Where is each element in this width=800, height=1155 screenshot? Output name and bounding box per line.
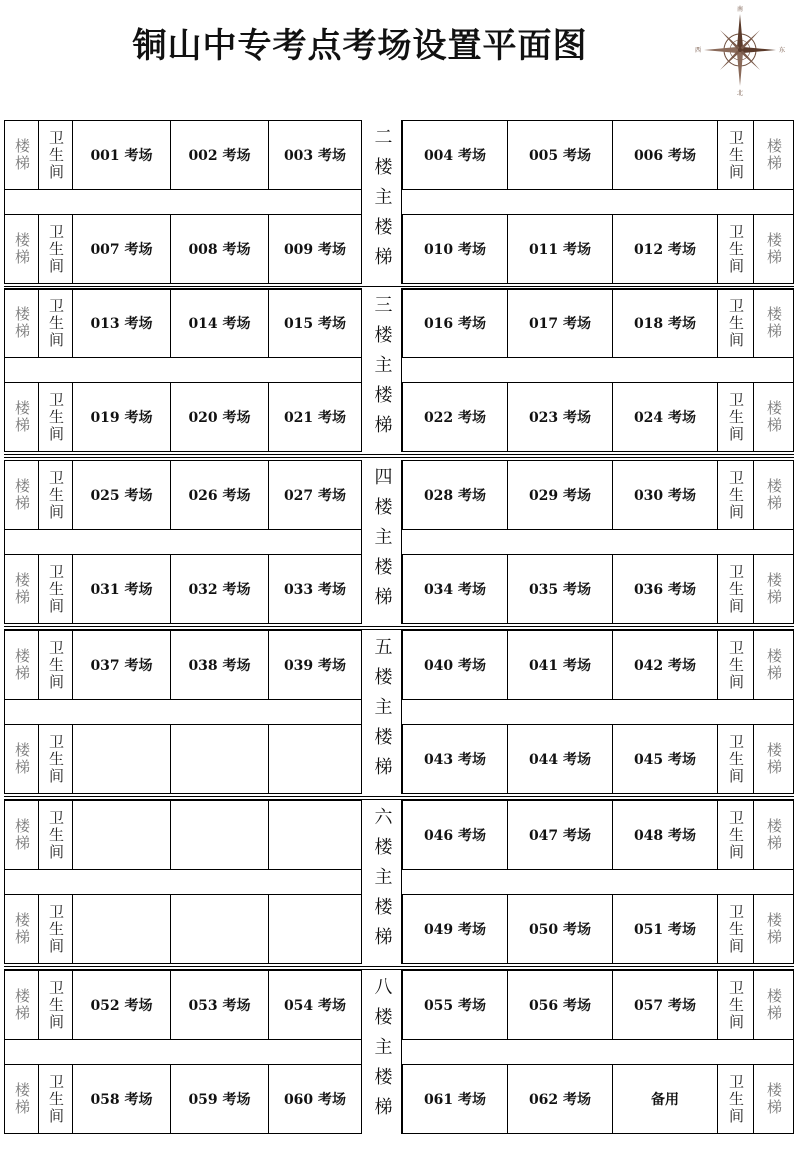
exam-room-label: 015 考场 — [283, 316, 347, 332]
exam-room-label: 047 考场 — [528, 828, 592, 844]
exam-room-label: 021 考场 — [283, 410, 347, 426]
wc-right-label: 卫生间 — [727, 903, 745, 955]
exam-room-label: 060 考场 — [283, 1092, 347, 1108]
page-title: 铜山中专考点考场设置平面图 — [132, 26, 588, 66]
exam-room — [269, 895, 362, 963]
exam-room-label: 008 考场 — [188, 242, 251, 258]
stair-right — [754, 215, 793, 283]
exam-room — [73, 289, 171, 357]
exam-room — [508, 461, 613, 529]
main-stair — [361, 120, 402, 284]
stair-left — [5, 461, 39, 529]
floor-divider — [4, 454, 794, 458]
wc-left — [39, 895, 73, 963]
stair-left — [5, 801, 39, 869]
exam-room-label: 012 考场 — [633, 242, 697, 258]
wc-right — [718, 461, 754, 529]
exam-room — [73, 895, 171, 963]
exam-room — [613, 801, 718, 869]
wc-right-label: 卫生间 — [727, 563, 745, 615]
wc-right-label: 卫生间 — [727, 223, 745, 275]
wc-right — [718, 289, 754, 357]
exam-room — [171, 971, 269, 1039]
exam-room — [613, 725, 718, 793]
wc-right-label: 卫生间 — [727, 1073, 745, 1125]
stair-right — [754, 555, 793, 623]
exam-room-label: 020 考场 — [188, 410, 251, 426]
exam-room-label: 061 考场 — [423, 1092, 487, 1108]
wc-left-label: 卫生间 — [47, 391, 65, 443]
stair-right-label: 楼梯 — [765, 742, 783, 776]
wc-left — [39, 555, 73, 623]
wc-right-label: 卫生间 — [727, 469, 745, 521]
exam-room-label: 017 考场 — [528, 316, 592, 332]
exam-room-label: 027 考场 — [283, 488, 347, 504]
exam-room — [171, 215, 269, 283]
exam-room-label: 032 考场 — [188, 582, 251, 598]
exam-room — [269, 289, 362, 357]
exam-room — [508, 801, 613, 869]
exam-room — [269, 1065, 362, 1133]
exam-room — [73, 971, 171, 1039]
exam-room — [403, 289, 508, 357]
exam-room-label: 038 考场 — [188, 658, 251, 674]
exam-room — [171, 895, 269, 963]
exam-room — [508, 383, 613, 451]
exam-room-label: 052 考场 — [90, 998, 153, 1014]
exam-room — [403, 215, 508, 283]
exam-room — [613, 631, 718, 699]
stair-right-label: 楼梯 — [765, 988, 783, 1022]
exam-room — [171, 461, 269, 529]
wc-right-label: 卫生间 — [727, 391, 745, 443]
wc-left — [39, 121, 73, 189]
wc-right-label: 卫生间 — [727, 129, 745, 181]
stair-left-label: 楼梯 — [13, 912, 31, 946]
exam-room-label: 046 考场 — [423, 828, 487, 844]
exam-room-label: 041 考场 — [528, 658, 592, 674]
wc-left-label: 卫生间 — [47, 223, 65, 275]
main-stair-label: 八楼主楼梯 — [371, 977, 393, 1127]
stair-right — [754, 895, 793, 963]
stair-left — [5, 1065, 39, 1133]
wc-left-label: 卫生间 — [47, 563, 65, 615]
exam-room-label: 024 考场 — [633, 410, 697, 426]
exam-room — [73, 215, 171, 283]
floor-block — [4, 800, 794, 964]
exam-room-label: 056 考场 — [528, 998, 592, 1014]
wc-right — [718, 631, 754, 699]
wc-left-label: 卫生间 — [47, 809, 65, 861]
exam-room — [269, 725, 362, 793]
exam-room — [613, 971, 718, 1039]
exam-room — [508, 121, 613, 189]
floor-block — [4, 970, 794, 1134]
wc-right — [718, 725, 754, 793]
wc-left-label: 卫生间 — [47, 979, 65, 1031]
wc-left — [39, 1065, 73, 1133]
exam-room — [403, 555, 508, 623]
exam-room-label: 007 考场 — [90, 242, 153, 258]
stair-right-label: 楼梯 — [765, 232, 783, 266]
exam-room-label: 010 考场 — [423, 242, 487, 258]
exam-room-label: 019 考场 — [90, 410, 153, 426]
exam-room-label: 053 考场 — [188, 998, 251, 1014]
exam-room — [269, 383, 362, 451]
exam-room — [403, 725, 508, 793]
exam-room-label: 016 考场 — [423, 316, 487, 332]
main-stair-label: 二楼主楼梯 — [371, 127, 393, 277]
stair-right — [754, 631, 793, 699]
stair-right — [754, 725, 793, 793]
stair-left — [5, 631, 39, 699]
wc-right-label: 卫生间 — [727, 639, 745, 691]
exam-room-label: 044 考场 — [528, 752, 592, 768]
main-stair-label: 六楼主楼梯 — [371, 807, 393, 957]
exam-room-label: 042 考场 — [633, 658, 697, 674]
exam-room — [403, 383, 508, 451]
compass-north-label: 南 — [736, 6, 744, 13]
exam-room — [613, 895, 718, 963]
wc-left — [39, 801, 73, 869]
exam-room — [613, 555, 718, 623]
floor-block — [4, 460, 794, 624]
wc-left-label: 卫生间 — [47, 903, 65, 955]
exam-room-label: 054 考场 — [283, 998, 347, 1014]
exam-room — [269, 121, 362, 189]
compass-east-label: 东 — [778, 47, 786, 54]
stair-right — [754, 1065, 793, 1133]
wc-left-label: 卫生间 — [47, 733, 65, 785]
wc-right — [718, 971, 754, 1039]
stair-left — [5, 383, 39, 451]
stair-right-label: 楼梯 — [765, 138, 783, 172]
main-stair — [361, 630, 402, 794]
wc-left-label: 卫生间 — [47, 297, 65, 349]
exam-room — [403, 631, 508, 699]
main-stair-label: 四楼主楼梯 — [371, 467, 393, 617]
stair-left-label: 楼梯 — [13, 742, 31, 776]
stair-left-label: 楼梯 — [13, 988, 31, 1022]
exam-room-label: 031 考场 — [90, 582, 153, 598]
stair-right-label: 楼梯 — [765, 572, 783, 606]
exam-room — [73, 555, 171, 623]
main-stair-label: 三楼主楼梯 — [371, 295, 393, 445]
exam-room — [269, 631, 362, 699]
wc-right — [718, 895, 754, 963]
wc-left — [39, 631, 73, 699]
stair-right-label: 楼梯 — [765, 306, 783, 340]
exam-room — [269, 801, 362, 869]
exam-room-label: 029 考场 — [528, 488, 592, 504]
stair-left-label: 楼梯 — [13, 400, 31, 434]
stair-left-label: 楼梯 — [13, 648, 31, 682]
exam-room-label: 062 考场 — [528, 1092, 592, 1108]
wc-left — [39, 215, 73, 283]
exam-room — [613, 1065, 718, 1133]
exam-room — [73, 631, 171, 699]
exam-room-label: 036 考场 — [633, 582, 697, 598]
exam-room-label: 050 考场 — [528, 922, 592, 938]
stair-left-label: 楼梯 — [13, 138, 31, 172]
exam-room — [269, 215, 362, 283]
wc-left — [39, 971, 73, 1039]
stair-left-label: 楼梯 — [13, 232, 31, 266]
exam-room-label: 045 考场 — [633, 752, 697, 768]
stair-right-label: 楼梯 — [765, 818, 783, 852]
exam-room — [613, 383, 718, 451]
exam-room-label: 026 考场 — [188, 488, 251, 504]
wc-right-label: 卫生间 — [727, 809, 745, 861]
wc-left — [39, 289, 73, 357]
exam-room — [171, 1065, 269, 1133]
exam-room-label: 034 考场 — [423, 582, 487, 598]
exam-room — [171, 383, 269, 451]
exam-room — [403, 121, 508, 189]
stair-left — [5, 215, 39, 283]
exam-room — [508, 1065, 613, 1133]
wc-right — [718, 121, 754, 189]
stair-left — [5, 121, 39, 189]
main-stair — [361, 460, 402, 624]
stair-left — [5, 555, 39, 623]
stair-left-label: 楼梯 — [13, 572, 31, 606]
exam-room-label: 002 考场 — [188, 148, 251, 164]
exam-room-label: 059 考场 — [188, 1092, 251, 1108]
wc-left-label: 卫生间 — [47, 469, 65, 521]
exam-room — [171, 289, 269, 357]
exam-room-label: 009 考场 — [283, 242, 347, 258]
exam-room-label: 备用 — [651, 1092, 679, 1108]
exam-room-label: 035 考场 — [528, 582, 592, 598]
stair-right-label: 楼梯 — [765, 648, 783, 682]
exam-room — [171, 725, 269, 793]
exam-room — [269, 461, 362, 529]
stair-left — [5, 725, 39, 793]
wc-right — [718, 555, 754, 623]
wc-left — [39, 461, 73, 529]
stair-right — [754, 971, 793, 1039]
exam-room — [171, 121, 269, 189]
wc-right — [718, 801, 754, 869]
exam-room — [508, 971, 613, 1039]
exam-room-label: 055 考场 — [423, 998, 487, 1014]
exam-room — [403, 1065, 508, 1133]
exam-room-label: 049 考场 — [423, 922, 487, 938]
stair-right-label: 楼梯 — [765, 912, 783, 946]
exam-room-label: 043 考场 — [423, 752, 487, 768]
stair-left-label: 楼梯 — [13, 478, 31, 512]
exam-room — [613, 215, 718, 283]
wc-left-label: 卫生间 — [47, 639, 65, 691]
stair-left-label: 楼梯 — [13, 1082, 31, 1116]
stair-right — [754, 461, 793, 529]
exam-room — [613, 461, 718, 529]
stair-left-label: 楼梯 — [13, 818, 31, 852]
wc-right — [718, 215, 754, 283]
exam-room — [73, 461, 171, 529]
wc-right-label: 卫生间 — [727, 979, 745, 1031]
exam-room — [613, 289, 718, 357]
exam-room-label: 003 考场 — [283, 148, 347, 164]
stair-right-label: 楼梯 — [765, 400, 783, 434]
floor-block — [4, 288, 794, 452]
stair-left — [5, 971, 39, 1039]
wc-right-label: 卫生间 — [727, 733, 745, 785]
stair-right-label: 楼梯 — [765, 478, 783, 512]
exam-room-label: 057 考场 — [633, 998, 697, 1014]
exam-room — [403, 461, 508, 529]
wc-right — [718, 1065, 754, 1133]
exam-room — [403, 971, 508, 1039]
compass-west-label: 西 — [694, 47, 702, 54]
exam-room-label: 030 考场 — [633, 488, 697, 504]
exam-room — [508, 289, 613, 357]
wc-left-label: 卫生间 — [47, 1073, 65, 1125]
compass-rose-icon — [694, 4, 786, 96]
exam-room-label: 011 考场 — [528, 242, 592, 258]
compass-south-label: 北 — [736, 90, 744, 96]
exam-room — [269, 555, 362, 623]
floor-block — [4, 120, 794, 284]
exam-room — [73, 383, 171, 451]
stair-left — [5, 289, 39, 357]
exam-room — [508, 555, 613, 623]
exam-room — [508, 215, 613, 283]
main-stair — [361, 800, 402, 964]
exam-room-label: 025 考场 — [90, 488, 153, 504]
wc-left-label: 卫生间 — [47, 129, 65, 181]
stair-left — [5, 895, 39, 963]
exam-room-label: 006 考场 — [633, 148, 697, 164]
exam-room — [613, 121, 718, 189]
stair-right — [754, 383, 793, 451]
exam-room — [403, 895, 508, 963]
exam-room — [508, 725, 613, 793]
stair-right — [754, 289, 793, 357]
exam-room-label: 028 考场 — [423, 488, 487, 504]
exam-room-label: 004 考场 — [423, 148, 487, 164]
exam-room — [73, 725, 171, 793]
exam-room-label: 058 考场 — [90, 1092, 153, 1108]
exam-room-label: 022 考场 — [423, 410, 487, 426]
exam-room-label: 051 考场 — [633, 922, 697, 938]
exam-room-label: 005 考场 — [528, 148, 592, 164]
exam-room-label: 014 考场 — [188, 316, 251, 332]
stair-right — [754, 801, 793, 869]
exam-room — [73, 121, 171, 189]
exam-room — [269, 971, 362, 1039]
exam-room-label: 018 考场 — [633, 316, 697, 332]
wc-left — [39, 383, 73, 451]
exam-room-label: 039 考场 — [283, 658, 347, 674]
exam-room — [508, 895, 613, 963]
main-stair — [361, 288, 402, 452]
exam-room — [403, 801, 508, 869]
exam-room — [171, 555, 269, 623]
exam-room — [73, 801, 171, 869]
stair-left-label: 楼梯 — [13, 306, 31, 340]
exam-room-label: 037 考场 — [90, 658, 153, 674]
exam-room — [508, 631, 613, 699]
exam-room-label: 023 考场 — [528, 410, 592, 426]
main-stair-label: 五楼主楼梯 — [371, 637, 393, 787]
exam-room-label: 048 考场 — [633, 828, 697, 844]
wc-left — [39, 725, 73, 793]
main-stair — [361, 970, 402, 1134]
wc-right — [718, 383, 754, 451]
exam-room — [73, 1065, 171, 1133]
exam-room — [171, 801, 269, 869]
exam-room — [171, 631, 269, 699]
stair-right — [754, 121, 793, 189]
stair-right-label: 楼梯 — [765, 1082, 783, 1116]
exam-room-label: 001 考场 — [90, 148, 153, 164]
exam-room-label: 013 考场 — [90, 316, 153, 332]
wc-right-label: 卫生间 — [727, 297, 745, 349]
floor-block — [4, 630, 794, 794]
exam-room-label: 040 考场 — [423, 658, 487, 674]
exam-room-label: 033 考场 — [283, 582, 347, 598]
